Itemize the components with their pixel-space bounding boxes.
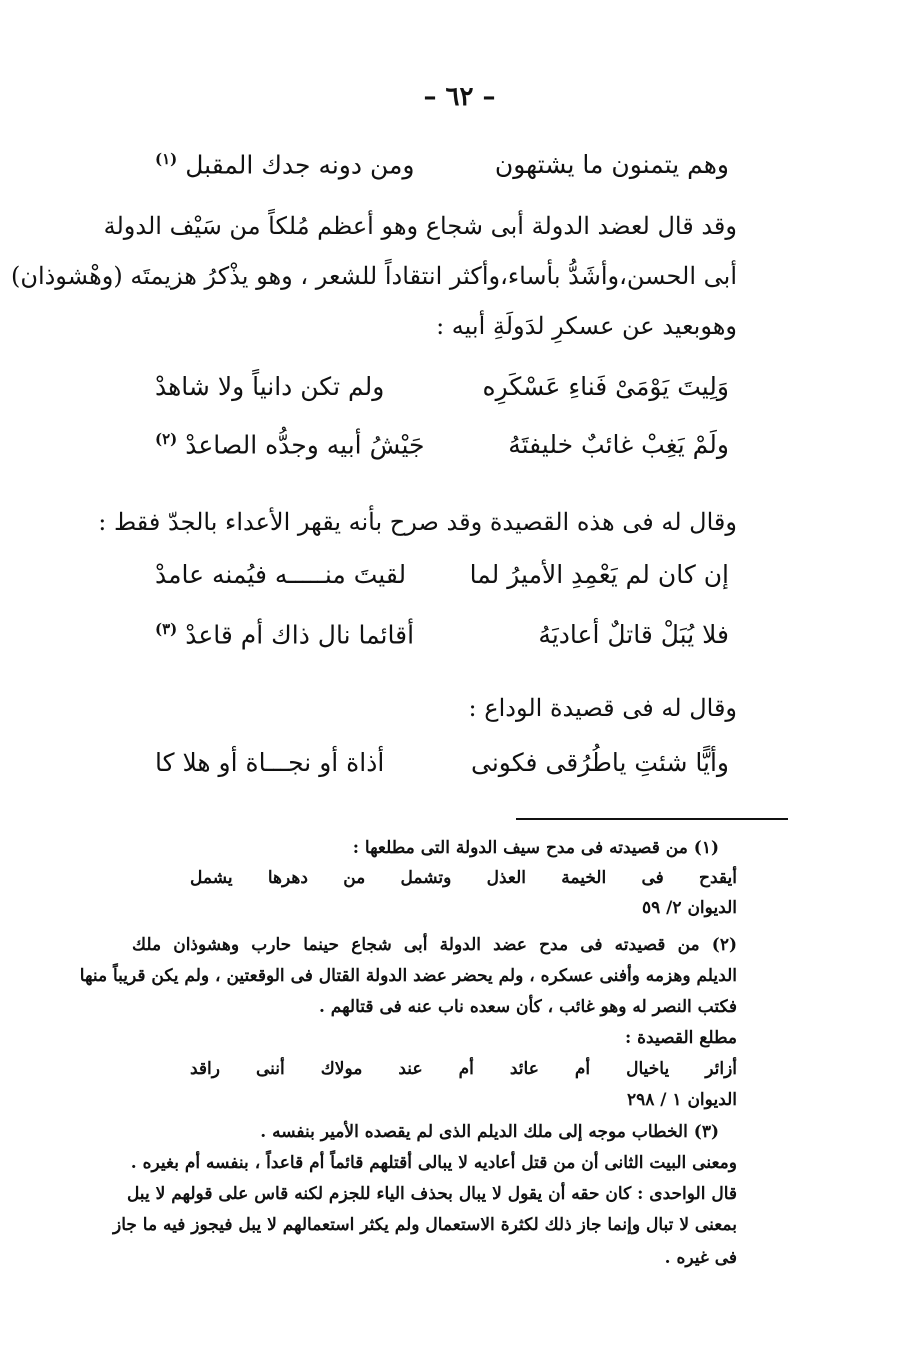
footnote-line: قال الواحدى : كان حقه أن يقول لا يبال بحذف الياء للجزم لكنه قاس على قولهم لا يبل [126, 1184, 737, 1204]
paragraph-line: أبى الحسن،وأشَدُّ بأساء،وأكثر انتقاداً للشعر ، وهو يذْكرُ هزيمتَه (وهْشوذان) [10, 262, 737, 290]
paragraph-line: وقال له فى هذه القصيدة وقد صرح بأنه يقهر الأعداء بالجدّ فقط : [98, 508, 737, 536]
verse-line [155, 560, 729, 600]
footnote-reference: الديوان ٢/ ٥٩ [641, 898, 737, 918]
verse-first-hemistich: وهم يتمنون ما يشتهون [494, 150, 729, 179]
verse-line [155, 748, 729, 788]
footnote-verse: أزائر ياخيال أم عائد أم عند مولاك أننى راقد [190, 1059, 737, 1079]
verse-text: ومن دونه جدك المقبل [185, 150, 415, 180]
footnote-line: (١) من قصيدته فى مدح سيف الدولة التى مطلعها : [352, 838, 719, 858]
verse-second-hemistich [155, 620, 414, 649]
footnote-marker: (١) [155, 150, 178, 168]
verse-second-hemistich [155, 150, 414, 179]
footnote-line: (٣) الخطاب موجه إلى ملك الديلم الذى لم يقصده الأمير بنفسه . [260, 1122, 719, 1142]
verse-second-hemistich: لقيتَ منـــــه فيُمنه عامدْ [155, 560, 407, 589]
footnote-separator [516, 818, 788, 820]
verse-second-hemistich: ولم تكن دانياً ولا شاهدْ [155, 372, 385, 401]
verse-line [155, 372, 729, 412]
paragraph-line: وهوبعيد عن عسكرِ لدَولَةِ أبيه : [436, 312, 737, 340]
verse-line [155, 430, 729, 470]
footnote-line: الديلم وهزمه وأفنى عسكره ، ولم يحضر عضد الدولة القتال فى الوقعتين ، ولم يكن قريباً منها [79, 966, 737, 986]
footnote-line: مطلع القصيدة : [624, 1028, 737, 1048]
paragraph-line: وقد قال لعضد الدولة أبى شجاع وهو أعظم مُلكاً من سَيْف الدولة [103, 212, 737, 240]
footnote-verse: أيقدح فى الخيمة العذل وتشمل من دهرها يشمل [190, 868, 737, 888]
paragraph-line: وقال له فى قصيدة الوداع : [468, 694, 737, 722]
footnote-reference: الديوان ١ / ٢٩٨ [626, 1090, 737, 1110]
verse-first-hemistich: ولَمْ يَغِبْ غائبٌ خليفتَهُ [508, 430, 729, 459]
page-number: – ٦٢ – [423, 82, 496, 112]
verse-first-hemistich: إن كان لم يَعْمِدِ الأميرُ لما [469, 560, 729, 589]
footnote-line: (٢) من قصيدته فى مدح عضد الدولة أبى شجاع حينما حارب وهشوذان ملك [132, 935, 737, 955]
verse-second-hemistich: أذاة أو نجـــاة أو هلا كا [155, 748, 385, 777]
footnote-marker: (٣) [155, 620, 178, 638]
footnote-line: فى غيره . [664, 1248, 737, 1268]
footnote-line: ومعنى البيت الثانى أن من قتل أعاديه لا يبالى أقتلهم قائماً أم قاعداً ، بنفسه أم بغيره . [130, 1153, 737, 1173]
footnote-line: بمعنى لا تبال وإنما جاز ذلك لكثرة الاستعمال ولم يكثر استعمالهم لا يبل فيجوز فيه ما جاز [112, 1215, 737, 1235]
footnote-marker: (٢) [155, 430, 178, 448]
verse-line [155, 150, 729, 190]
footnote-line: فكتب النصر له وهو غائب ، كأن سعده ناب عنه فى قتالهم . [318, 997, 737, 1017]
verse-first-hemistich: فلا يُبَلْ قاتلٌ أعاديَهُ [538, 620, 729, 649]
verse-second-hemistich [155, 430, 424, 459]
verse-text: جَيْشُ أبيه وجدُّه الصاعدْ [185, 430, 425, 460]
verse-text: أقائما نال ذاك أم قاعدْ [185, 620, 415, 650]
verse-line [155, 620, 729, 660]
verse-first-hemistich: وَلِيتَ يَوْمَىْ فَناءِ عَسْكَرِه [482, 372, 729, 401]
verse-first-hemistich: وأيًّا شئتِ ياطُرُقى فكونى [471, 748, 729, 777]
